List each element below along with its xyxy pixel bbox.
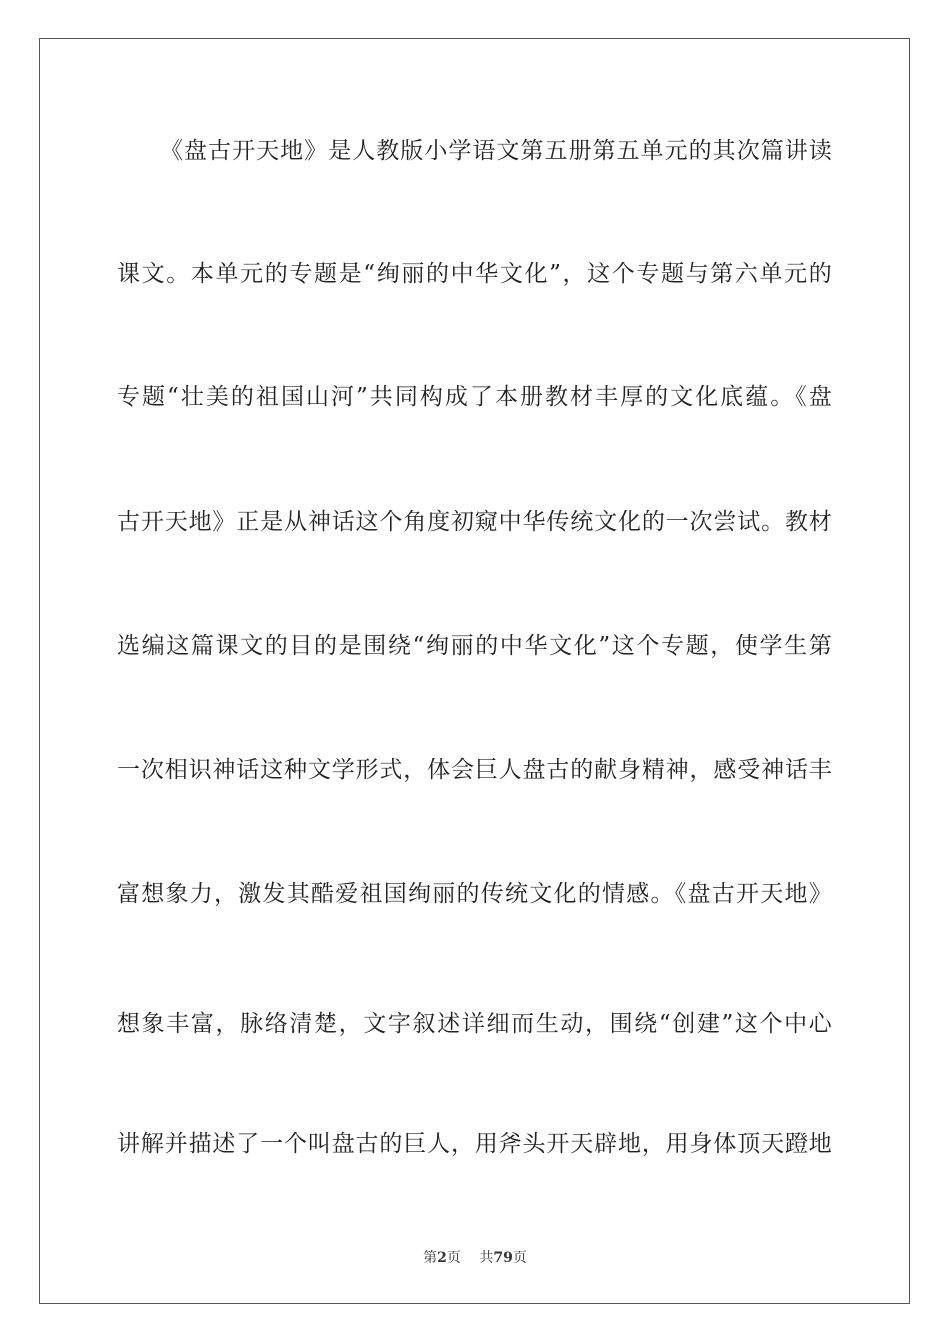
paragraph-line-3: 专题“壮美的祖国山河”共同构成了本册教材丰厚的文化底蕴。《盘: [117, 384, 832, 410]
paragraph-line-4: 古开天地》正是从神话这个角度初窥中华传统文化的一次尝试。教材: [117, 509, 832, 535]
paragraph-line-5: 选编这篇课文的目的是围绕“绚丽的中华文化”这个专题，使学生第: [117, 633, 832, 659]
total-pages-indicator: [479, 1247, 526, 1267]
paragraph-line-7: 富想象力，激发其酷爱祖国绚丽的传统文化的情感。《盘古开天地》: [117, 881, 832, 907]
total-suffix: 页: [512, 1250, 527, 1266]
page-suffix: 页: [446, 1250, 461, 1266]
paragraph-line-8: 想象丰富，脉络清楚，文字叙述详细而生动，围绕“创建”这个中心: [117, 1011, 832, 1037]
paragraph-line-1: 《盘古开天地》是人教版小学语文第五册第五单元的其次篇讲读: [160, 138, 832, 164]
paragraph-line-6: 一次相识神话这种文学形式，体会巨人盘古的献身精神，感受神话丰: [117, 757, 832, 783]
paragraph-line-9: 讲解并描述了一个叫盘古的巨人，用斧头开天辟地，用身体顶天蹬地: [117, 1131, 832, 1157]
total-prefix: 共: [479, 1250, 494, 1266]
page-number: 2: [437, 1250, 447, 1266]
total-pages: 79: [493, 1250, 513, 1266]
page-prefix: 第: [423, 1250, 438, 1266]
page-footer: [0, 1247, 950, 1267]
page-border: [39, 38, 910, 1304]
page-indicator: [423, 1247, 461, 1267]
paragraph-line-2: 课文。本单元的专题是“绚丽的中华文化”，这个专题与第六单元的: [117, 261, 832, 287]
